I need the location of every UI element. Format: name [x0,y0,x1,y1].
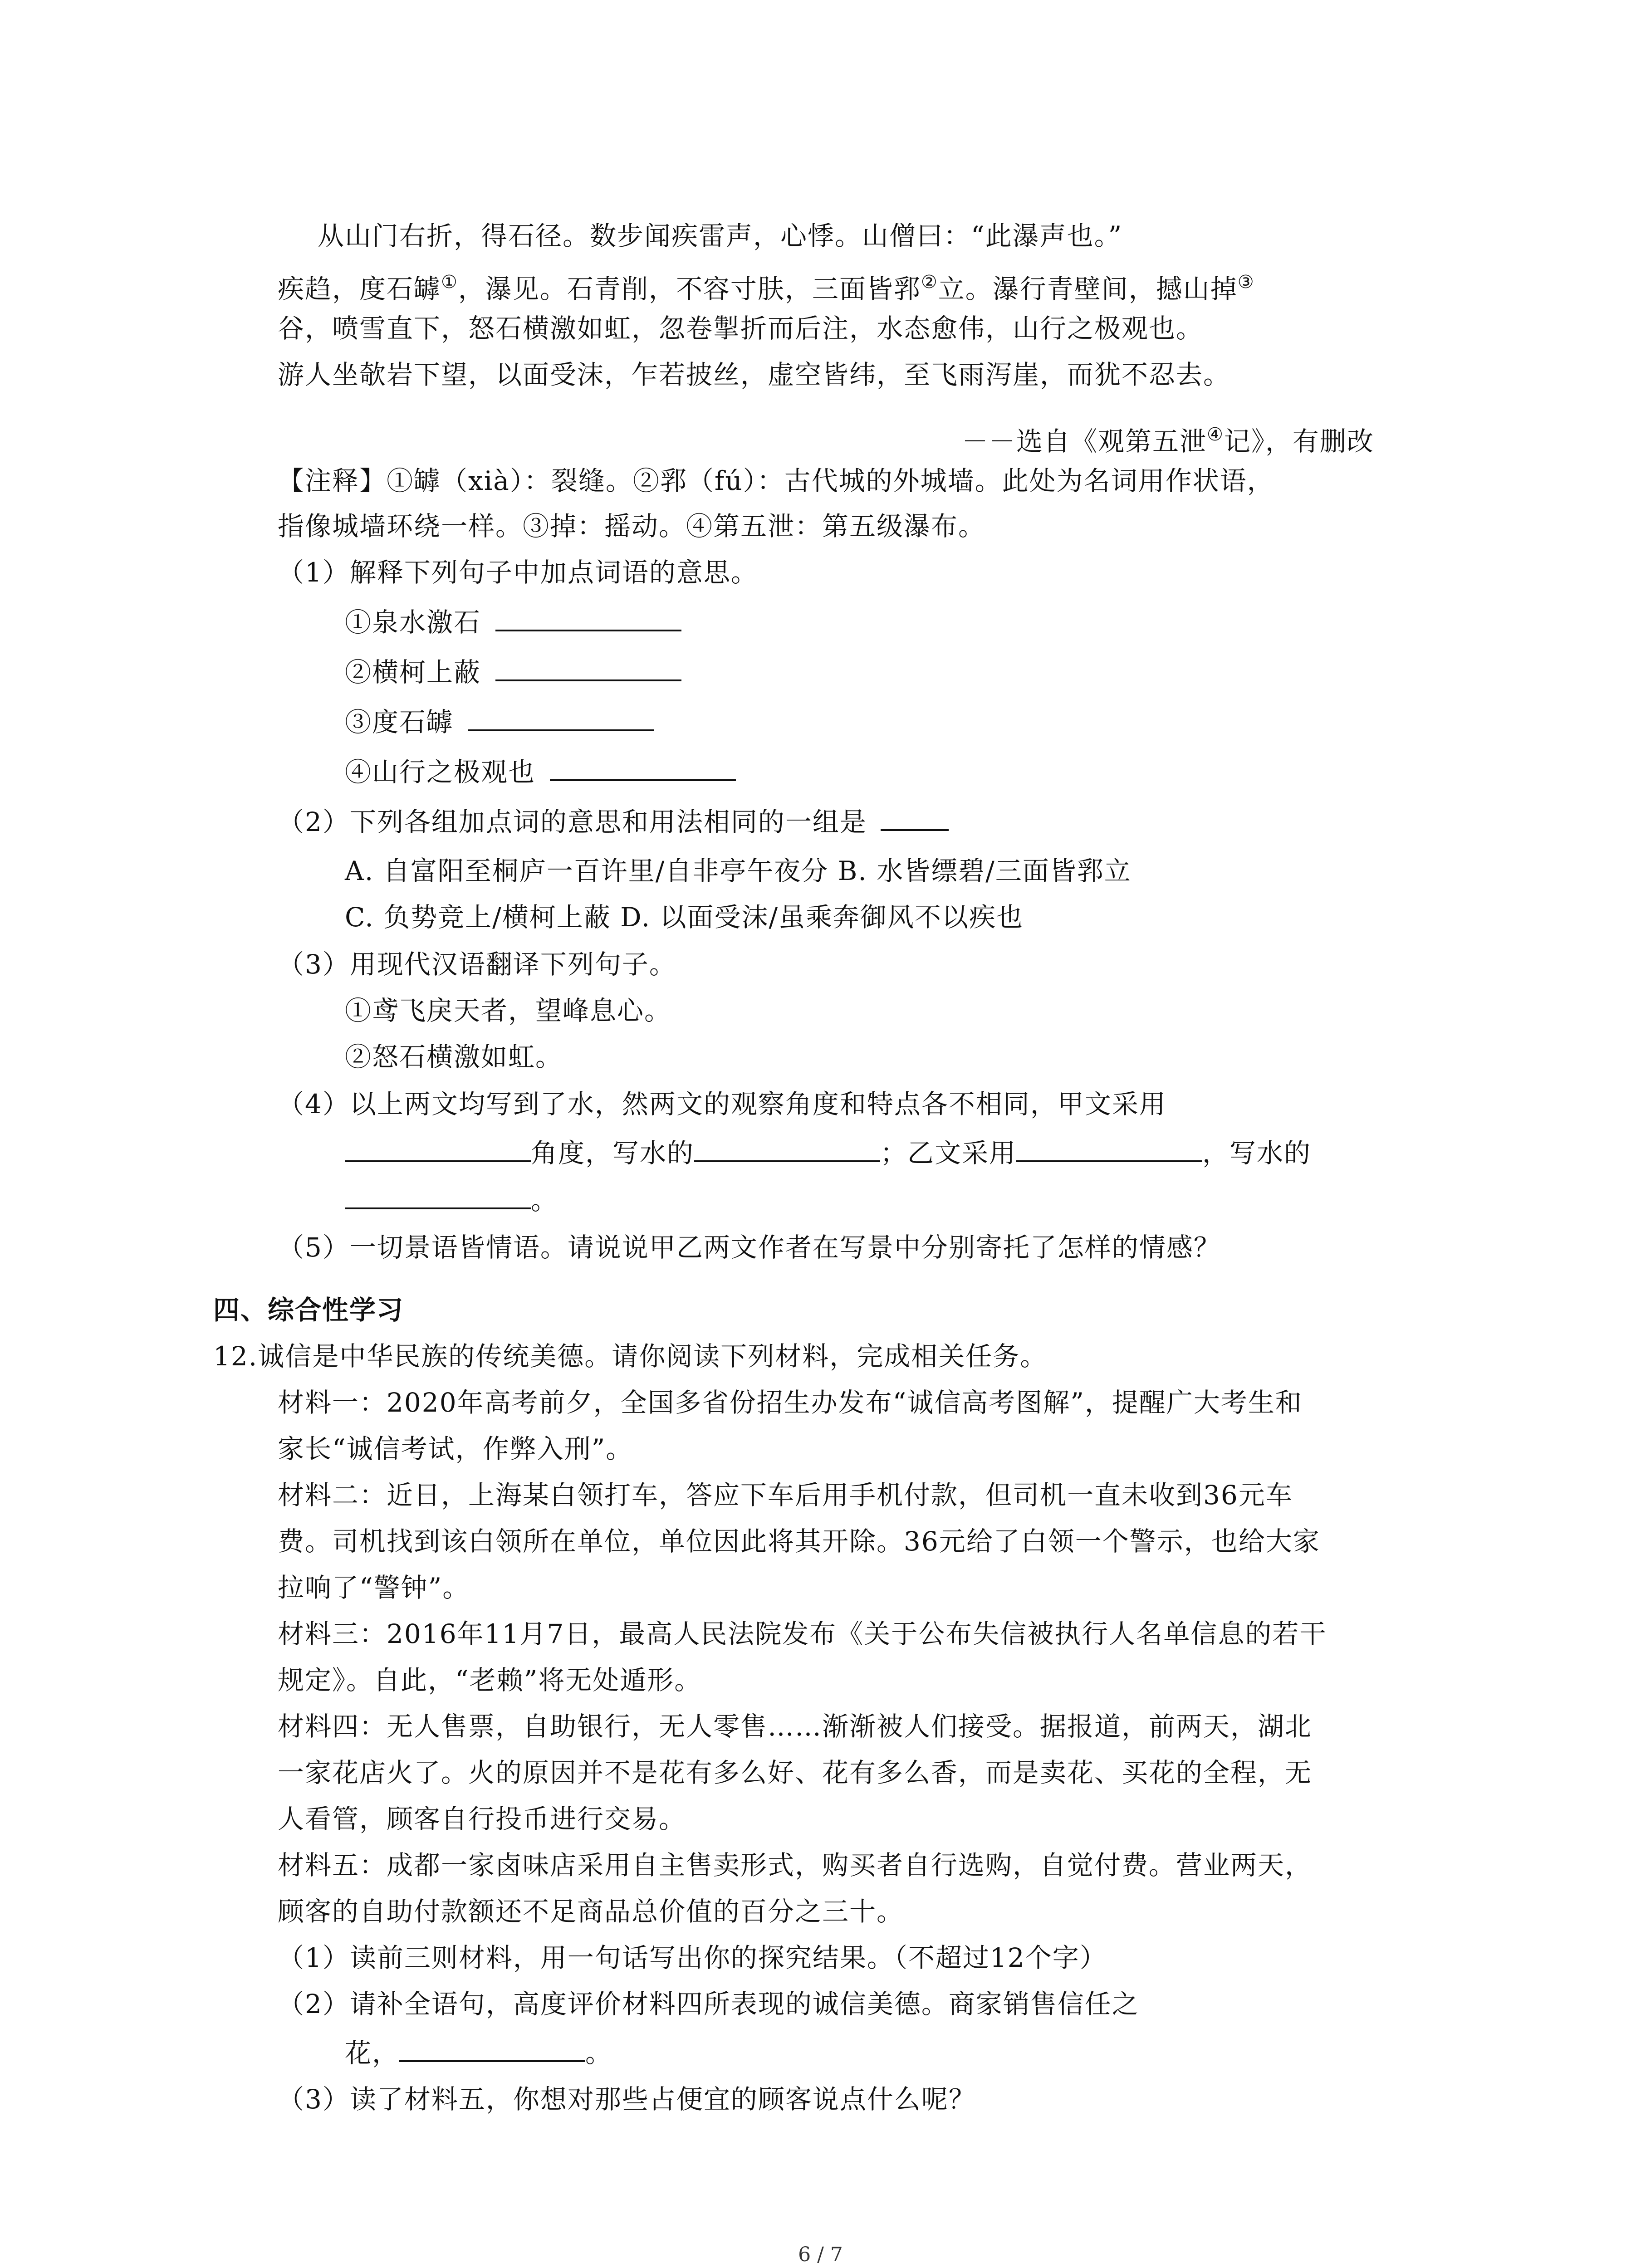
q12-sub-2-line-2 [345,2034,612,2071]
q1-item-3-text: ③度石罅 [345,707,454,738]
passage-line-1: 从山门右折，得石径。数步闻疾雷声，心悸。山僧曰：“此瀑声也。” [318,220,1123,251]
q1-answer-blank-4[interactable] [550,753,736,781]
q4-blank-4[interactable] [345,1181,531,1209]
passage-line-3: 谷，喷雪直下，怒石横激如虹，忽卷掣折而后注，水态愈伟，山行之极观也。 [278,313,1204,344]
q1-item-1 [345,603,681,640]
source-a: －－选自《观第五泄 [962,426,1207,457]
material-3-line-2: 规定》。自此，“老赖”将无处遁形。 [278,1665,702,1696]
footnote-marker-2: ② [921,272,938,293]
q2-options-ab: A. 自富阳至桐庐一百许里/自非亭午夜分 B. 水皆缥碧/三面皆郛立 [345,855,1132,886]
material-4-line-1: 材料四：无人售票，自助银行，无人零售……渐渐被人们接受。据报道，前两天，湖北 [278,1711,1313,1742]
q1-answer-blank-1[interactable] [495,603,681,631]
material-4-line-3: 人看管，顾客自行投币进行交易。 [278,1804,686,1834]
q1-item-4-text: ④山行之极观也 [345,757,536,787]
notes-line-2: 指像城墙环绕一样。③掉：摇动。④第五泄：第五级瀑布。 [278,511,986,542]
q12-intro-text: 诚信是中华民族的传统美德。请你阅读下列材料，完成相关任务。 [258,1341,1048,1372]
q1-item-2 [345,653,681,690]
q1-item-3 [345,703,654,740]
material-5-line-1: 材料五：成都一家卤味店采用自主售卖形式，购买者自行选购，自觉付费。营业两天， [278,1850,1313,1881]
passage-line-2-c: 立。瀑行青壁间，撼山掉 [938,274,1238,304]
q12-sub-2-line-1: （2）请补全语句，高度评价材料四所表现的诚信美德。商家销售信任之 [278,1989,1139,2019]
footnote-marker-3: ③ [1237,272,1255,293]
q4-seg-2: ；乙文采用 [880,1138,1017,1168]
q1-answer-blank-2[interactable] [495,653,681,681]
q5-stem: （5）一切景语皆情语。请说说甲乙两文作者在写景中分别寄托了怎样的情感？ [278,1232,1221,1263]
material-1-line-2: 家长“诚信考试，作弊入刑”。 [278,1433,633,1464]
q2-answer-blank[interactable] [881,803,949,831]
q3-item-2: ②怒石横激如虹。 [345,1041,563,1072]
material-3-line-1: 材料三：2016年11月7日，最高人民法院发布《关于公布失信被执行人名单信息的若干 [278,1618,1327,1649]
passage-line-2-a: 疾趋，度石罅 [278,274,441,304]
q2-stem [278,803,949,840]
passage-source [962,416,1374,459]
q12-sub-2-prefix: 花， [345,2038,400,2068]
q1-item-1-text: ①泉水激石 [345,607,481,638]
passage-line-2-b: ，瀑见。石青削，不容寸肤，三面皆郛 [458,274,921,304]
notes-line-1: 【注释】①罅（xià）：裂缝。②郛（fú）：古代城的外城墙。此处为名词用作状语， [278,465,1274,496]
q12-sub-1: （1）读前三则材料，用一句话写出你的探究结果。（不超过12个字） [278,1942,1107,1973]
q1-item-2-text: ②横柯上蔽 [345,657,481,688]
passage-line-4: 游人坐欹岩下望，以面受沫，乍若披丝，虚空皆纬，至飞雨泻崖，而犹不忍去。 [278,359,1231,390]
q12-number: 12. [213,1341,258,1372]
page-number: 6 / 7 [798,2243,843,2266]
footnote-marker-4: ④ [1207,424,1224,445]
q4-stem: （4）以上两文均写到了水，然两文的观察角度和特点各不相同，甲文采用 [278,1089,1166,1119]
passage-line-2 [278,264,1255,307]
material-1-line-1: 材料一：2020年高考前夕，全国多省份招生办发布“诚信高考图解”，提醒广大考生和 [278,1387,1303,1418]
q4-fill-line-2 [345,1181,558,1218]
q4-seg-3: ，写水的 [1202,1138,1312,1168]
material-5-line-2: 顾客的自助付款额还不足商品总价值的百分之三十。 [278,1896,904,1927]
q12-intro [213,1338,1047,1374]
q4-fill-line [345,1134,1311,1171]
q12-sub-3: （3）读了材料五，你想对那些占便宜的顾客说点什么呢？ [278,2084,976,2115]
footnote-marker-1: ① [441,272,458,293]
material-2-line-3: 拉响了“警钟”。 [278,1572,470,1603]
q4-seg-4: 。 [531,1185,558,1216]
q4-blank-1[interactable] [345,1134,531,1162]
q1-item-4 [345,753,736,790]
q4-seg-1: 角度，写水的 [531,1138,695,1168]
q2-options-cd: C. 负势竞上/横柯上蔽 D. 以面受沫/虽乘奔御风不以疾也 [345,902,1024,933]
q1-stem: （1）解释下列句子中加点词语的意思。 [278,557,758,588]
q4-blank-3[interactable] [1016,1134,1202,1162]
q1-answer-blank-3[interactable] [468,703,654,731]
q12-sub-2-suffix: 。 [585,2038,613,2068]
q2-stem-text: （2）下列各组加点词的意思和用法相同的一组是 [278,807,867,837]
material-4-line-2: 一家花店火了。火的原因并不是花有多么好、花有多么香，而是卖花、买花的全程，无 [278,1757,1313,1788]
q12-sub-2-blank[interactable] [399,2034,585,2062]
material-2-line-2: 费。司机找到该白领所在单位，单位因此将其开除。36元给了白领一个警示，也给大家 [278,1526,1320,1557]
material-2-line-1: 材料二：近日，上海某白领打车，答应下车后用手机付款，但司机一直未收到36元车 [278,1480,1293,1510]
q3-stem: （3）用现代汉语翻译下列句子。 [278,949,676,980]
source-b: 记》，有删改 [1224,426,1374,457]
q3-item-1: ①鸢飞戾天者，望峰息心。 [345,995,672,1026]
q4-blank-2[interactable] [694,1134,880,1162]
section-4-title: 四、综合性学习 [213,1295,404,1325]
